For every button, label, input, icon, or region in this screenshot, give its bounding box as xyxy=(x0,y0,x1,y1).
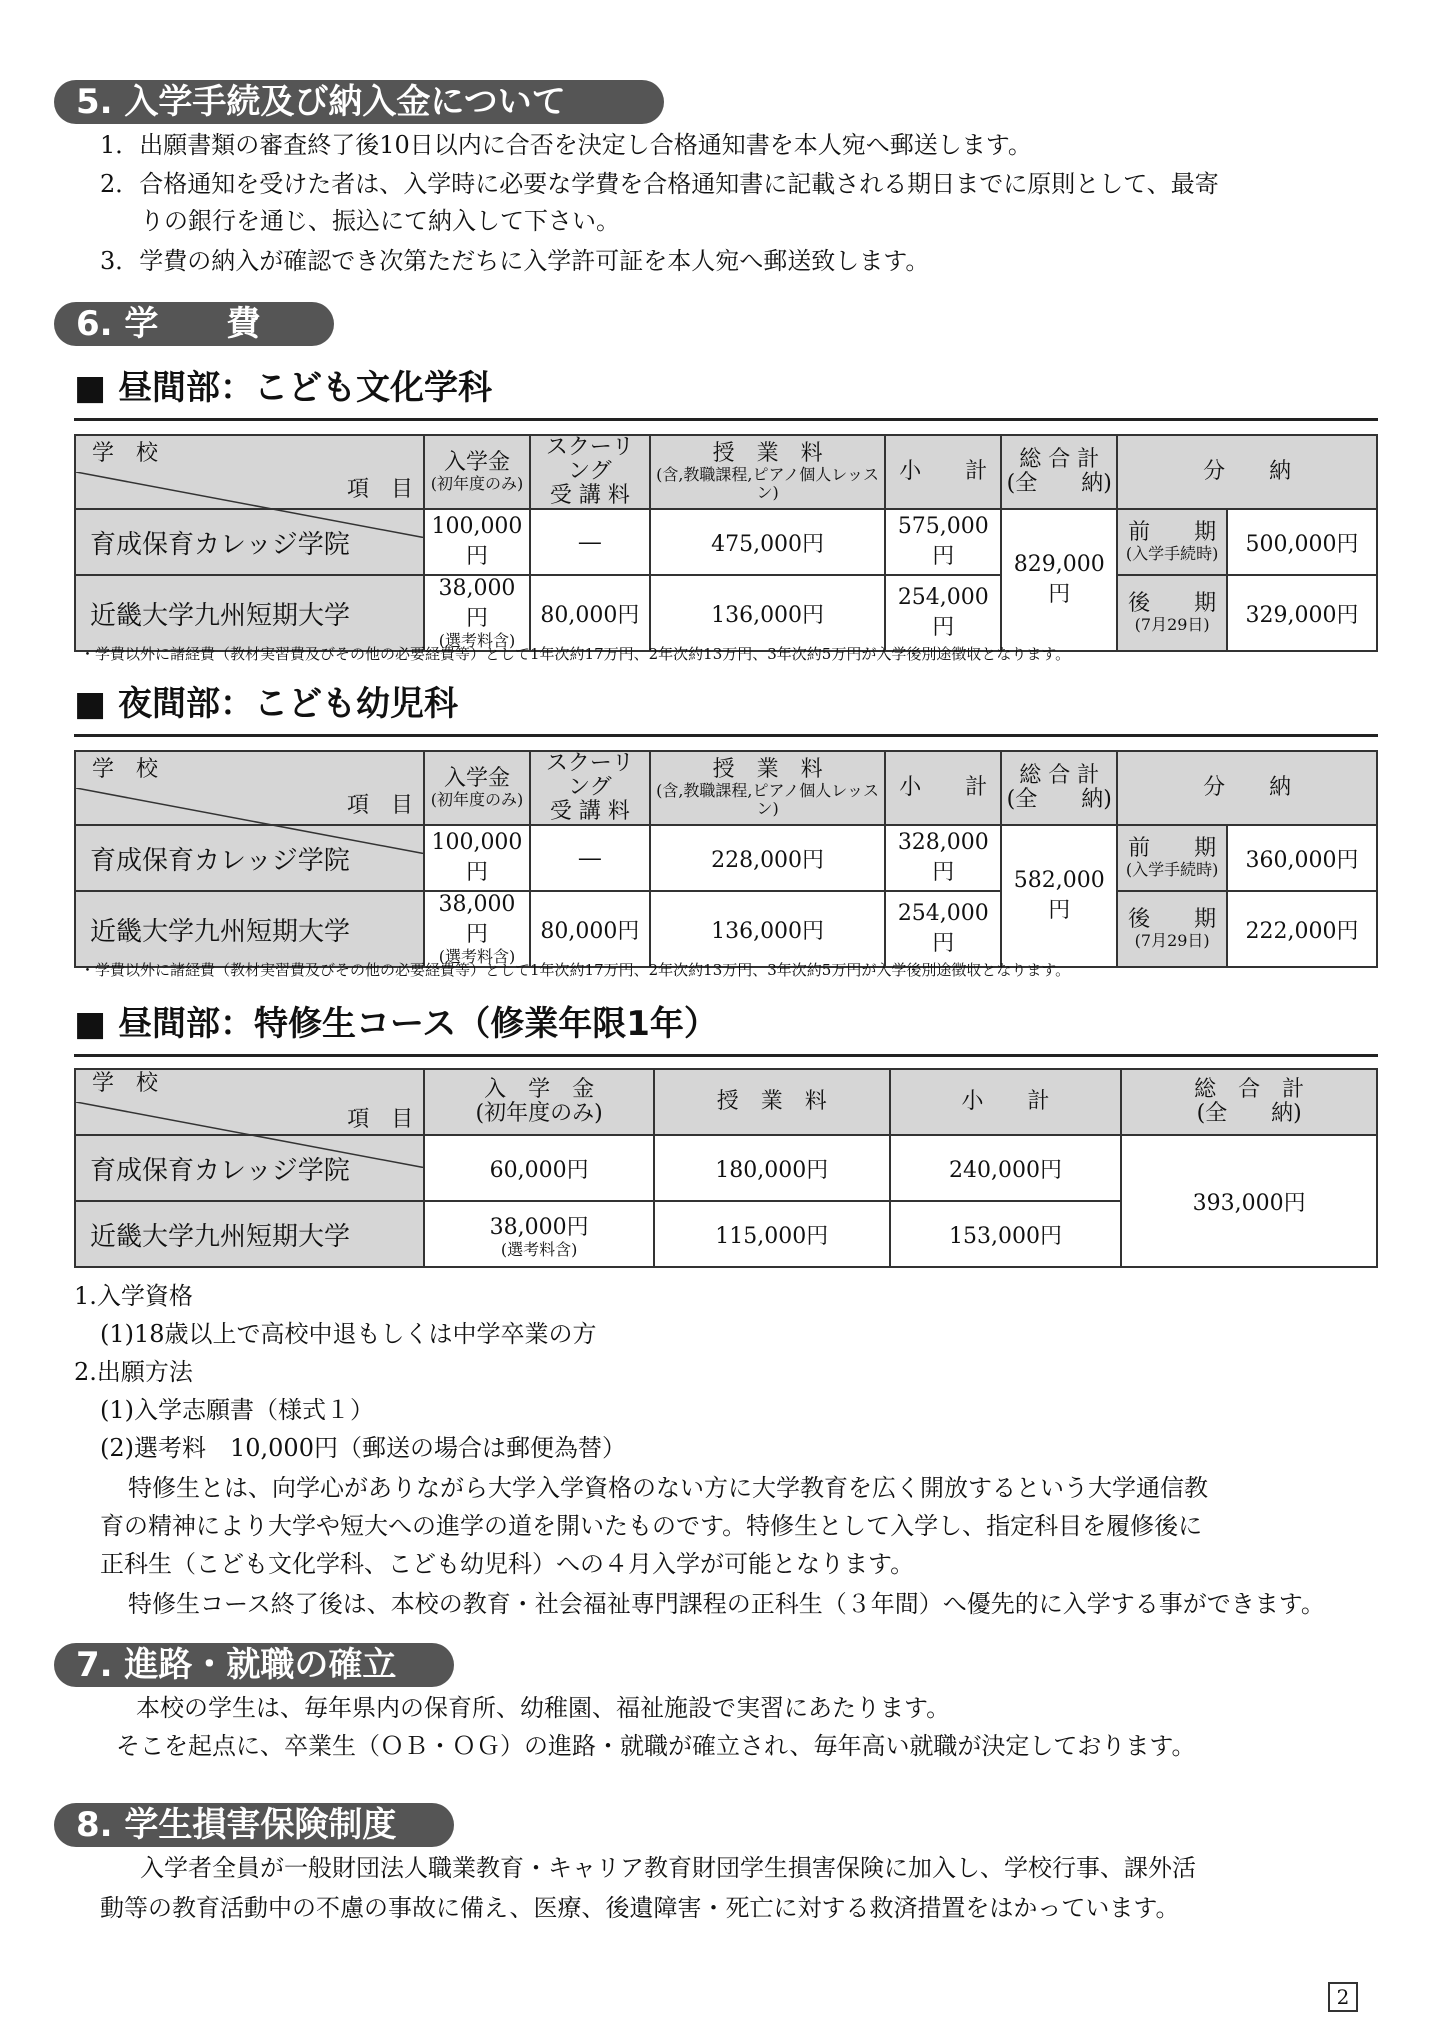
header-item: 項 目 xyxy=(347,1107,414,1132)
cell-grand-total: 393,000円 xyxy=(1121,1135,1377,1267)
cell-tuition: 115,000円 xyxy=(654,1201,890,1267)
s8-line-2: 動等の教育活動中の不慮の事故に備え、医療、後遺障害・死亡に対する救済措置をはかっています。 xyxy=(100,1894,1180,1922)
qualification-heading: 1.入学資格 xyxy=(74,1282,193,1310)
cell-second-term-label: 後 期 (7月29日) xyxy=(1117,891,1227,967)
header-item: 項 目 xyxy=(346,793,413,818)
application-item-2: (2)選考料 10,000円（郵送の場合は郵便為替） xyxy=(100,1434,626,1462)
table3-rule xyxy=(74,1054,1378,1057)
special-course-para-4: 特修生コース終了後は、本校の教育・社会福祉専門課程の正科生（３年間）へ優先的に入学する事ができます。 xyxy=(128,1590,1325,1618)
header-diagonal xyxy=(75,435,424,509)
cell-subtotal: 254,000円 xyxy=(885,891,1001,967)
fee-table-night-infant xyxy=(74,750,1378,968)
section-8-heading: 8. 学生損害保険制度 xyxy=(54,1803,454,1847)
s5-line-3: 3．学費の納入が確認でき次第ただちに入学許可証を本人宛へ郵送致します。 xyxy=(100,247,930,275)
cell-first-term-label: 前 期 (入学手続時) xyxy=(1117,509,1227,575)
header-entrance-fee: 入学金 (初年度のみ) xyxy=(424,751,530,825)
cell-subtotal: 254,000円 xyxy=(885,575,1001,651)
cell-first-term-amount: 360,000円 xyxy=(1227,825,1377,891)
table1-title: ■ 昼間部：こども文化学科 xyxy=(74,368,492,408)
cell-second-term-amount: 222,000円 xyxy=(1227,891,1377,967)
cell-entrance-fee: 38,000円 (選考料含) xyxy=(424,1201,654,1267)
s5-line-1: 1．出願書類の審査終了後10日以内に合否を決定し合格通知書を本人宛へ郵送します。 xyxy=(100,131,1032,159)
table2-title: ■ 夜間部：こども幼児科 xyxy=(74,684,458,724)
special-course-para-3: 正科生（こども文化学科、こども幼児科）への４月入学が可能となります。 xyxy=(100,1550,915,1578)
header-school: 学 校 xyxy=(92,441,159,466)
cell-entrance-fee: 100,000円 xyxy=(424,509,530,575)
row-school-2: 近畿大学九州短期大学 xyxy=(75,1201,424,1267)
header-tuition: 授 業 料 xyxy=(654,1069,890,1135)
cell-subtotal: 153,000円 xyxy=(890,1201,1122,1267)
row-school-1: 育成保育カレッジ学院 xyxy=(75,509,424,575)
cell-subtotal: 575,000円 xyxy=(885,509,1001,575)
cell-second-term-amount: 329,000円 xyxy=(1227,575,1377,651)
header-tuition: 授 業 料 (含,教職課程,ピアノ個人レッスン) xyxy=(650,751,886,825)
header-diagonal xyxy=(75,1069,424,1135)
header-entrance-fee: 入 学 金 (初年度のみ) xyxy=(424,1069,654,1135)
cell-first-term-amount: 500,000円 xyxy=(1227,509,1377,575)
page-number: 2 xyxy=(1328,1982,1358,2012)
section-5-heading: 5. 入学手続及び納入金について xyxy=(54,80,664,124)
header-school: 学 校 xyxy=(92,1071,159,1096)
s5-line-2a: 2．合格通知を受けた者は、入学時に必要な学費を合格通知書に記載される期日までに原則として、最寄 xyxy=(100,170,1219,198)
cell-schooling-fee: 80,000円 xyxy=(530,891,650,967)
special-course-para-2: 育の精神により大学や短大への進学の道を開いたものです。特修生として入学し、指定科目を履修後に xyxy=(100,1512,1203,1540)
cell-entrance-fee: 38,000円 (選考料含) xyxy=(424,575,530,651)
header-grand-total: 総 合 計 (全 納) xyxy=(1001,435,1117,509)
header-grand-total: 総 合 計 (全 納) xyxy=(1121,1069,1377,1135)
table2-note: ・学費以外に諸経費（教材実習費及びその他の必要経費等）として1年次約17万円、2年次約13万円、3年次約5万円が入学後別途徴収となります。 xyxy=(80,961,1071,979)
cell-subtotal: 328,000円 xyxy=(885,825,1001,891)
cell-grand-total: 829,000円 xyxy=(1001,509,1117,651)
cell-second-term-label: 後 期 (7月29日) xyxy=(1117,575,1227,651)
cell-entrance-fee: 100,000円 xyxy=(424,825,530,891)
cell-grand-total: 582,000円 xyxy=(1001,825,1117,967)
cell-schooling-fee: ― xyxy=(530,509,650,575)
row-school-1: 育成保育カレッジ学院 xyxy=(75,825,424,891)
header-tuition: 授 業 料 (含,教職課程,ピアノ個人レッスン) xyxy=(650,435,886,509)
cell-entrance-fee: 38,000円 (選考料含) xyxy=(424,891,530,967)
header-subtotal: 小 計 xyxy=(890,1069,1122,1135)
cell-tuition: 475,000円 xyxy=(650,509,886,575)
cell-tuition: 228,000円 xyxy=(650,825,886,891)
cell-entrance-fee: 60,000円 xyxy=(424,1135,654,1201)
fee-table-day-culture xyxy=(74,434,1378,652)
cell-subtotal: 240,000円 xyxy=(890,1135,1122,1201)
header-subtotal: 小 計 xyxy=(885,751,1001,825)
header-subtotal: 小 計 xyxy=(885,435,1001,509)
table1-note: ・学費以外に諸経費（教材実習費及びその他の必要経費等）として1年次約17万円、2年次約13万円、3年次約5万円が入学後別途徴収となります。 xyxy=(80,645,1071,663)
cell-tuition: 136,000円 xyxy=(650,575,886,651)
row-school-1: 育成保育カレッジ学院 xyxy=(75,1135,424,1201)
header-schooling-fee: スクーリング 受 講 料 xyxy=(530,751,650,825)
fee-table-special-course xyxy=(74,1068,1378,1268)
cell-tuition: 136,000円 xyxy=(650,891,886,967)
header-installment: 分 納 xyxy=(1117,751,1377,825)
row-school-2: 近畿大学九州短期大学 xyxy=(75,891,424,967)
qualification-item: (1)18歳以上で高校中退もしくは中学卒業の方 xyxy=(100,1320,597,1348)
header-grand-total: 総 合 計 (全 納) xyxy=(1001,751,1117,825)
table3-title: ■ 昼間部：特修生コース（修業年限1年） xyxy=(74,1004,718,1044)
header-installment: 分 納 xyxy=(1117,435,1377,509)
section-6-heading: 6. 学 費 xyxy=(54,302,334,346)
cell-first-term-label: 前 期 (入学手続時) xyxy=(1117,825,1227,891)
header-diagonal xyxy=(75,751,424,825)
application-heading: 2.出願方法 xyxy=(74,1358,193,1386)
cell-schooling-fee: 80,000円 xyxy=(530,575,650,651)
s5-line-2b: りの銀行を通じ、振込にて納入して下さい。 xyxy=(140,207,620,235)
header-item: 項 目 xyxy=(346,477,413,502)
header-schooling-fee: スクーリング 受 講 料 xyxy=(530,435,650,509)
row-school-2: 近畿大学九州短期大学 xyxy=(75,575,424,651)
header-school: 学 校 xyxy=(92,757,159,782)
table2-rule xyxy=(74,734,1378,737)
special-course-para-1: 特修生とは、向学心がありながら大学入学資格のない方に大学教育を広く開放するという大学通信教 xyxy=(128,1474,1208,1502)
cell-schooling-fee: ― xyxy=(530,825,650,891)
table1-rule xyxy=(74,418,1378,421)
s7-line-2: そこを起点に、卒業生（ＯＢ・ＯＧ）の進路・就職が確立され、毎年高い就職が決定しております。 xyxy=(116,1732,1196,1760)
section-7-heading: 7. 進路・就職の確立 xyxy=(54,1643,454,1687)
cell-tuition: 180,000円 xyxy=(654,1135,890,1201)
header-entrance-fee: 入学金 (初年度のみ) xyxy=(424,435,530,509)
s8-line-1: 入学者全員が一般財団法人職業教育・キャリア教育財団学生損害保険に加入し、学校行事、課外活 xyxy=(140,1854,1196,1882)
application-item-1: (1)入学志願書（様式１） xyxy=(100,1396,374,1424)
s7-line-1: 本校の学生は、毎年県内の保育所、幼稚園、福祉施設で実習にあたります。 xyxy=(136,1694,951,1722)
